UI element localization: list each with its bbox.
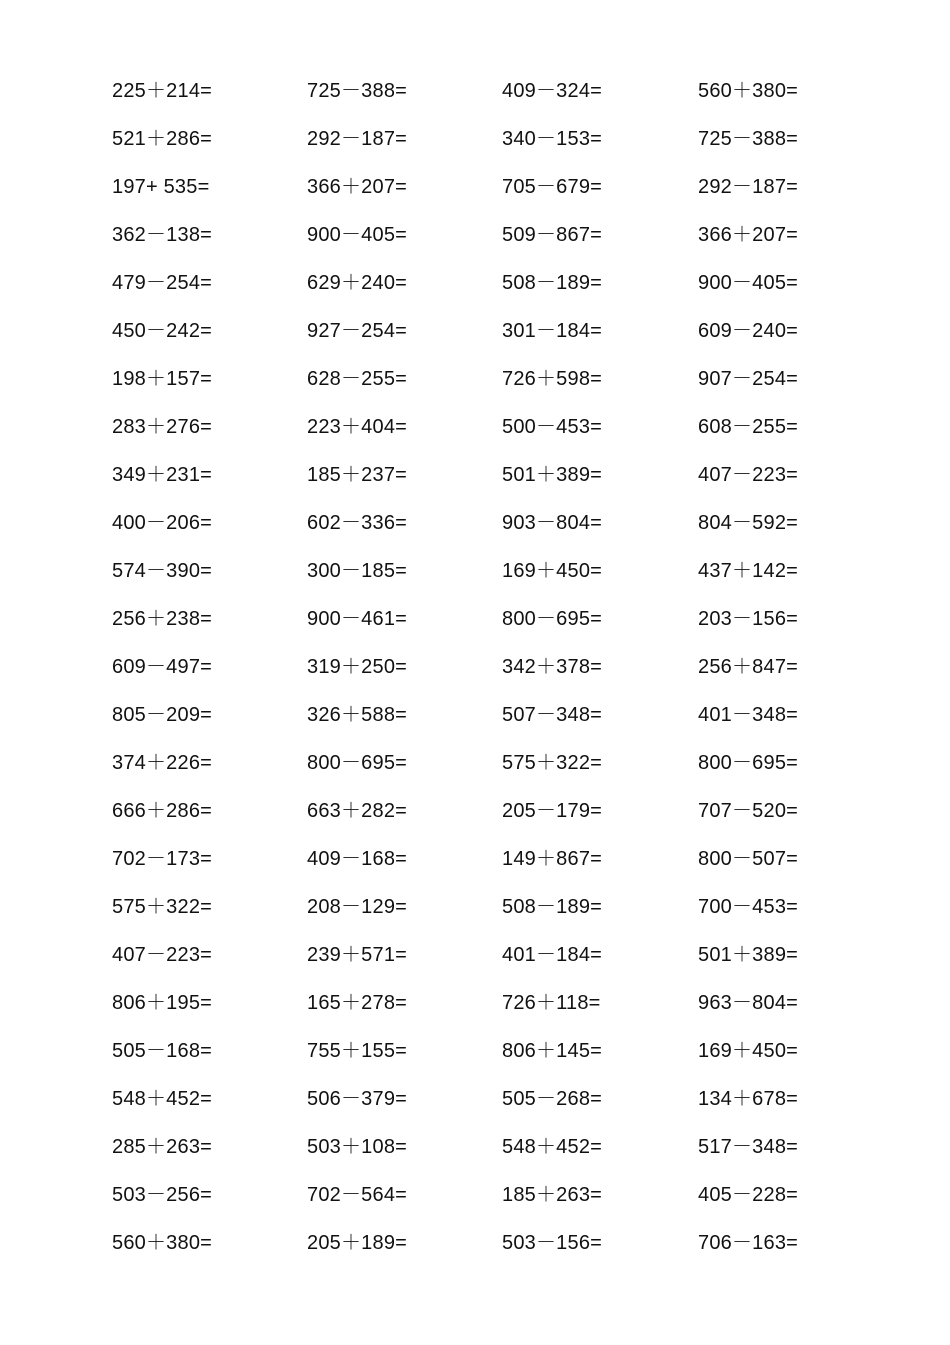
arithmetic-problem: 292－187= — [307, 128, 408, 150]
arithmetic-problem: 401－348= — [698, 704, 799, 726]
arithmetic-problem: 548＋452= — [112, 1088, 213, 1110]
arithmetic-problem: 706－163= — [698, 1232, 799, 1254]
arithmetic-problem: 628－255= — [307, 368, 408, 390]
arithmetic-problem: 283＋276= — [112, 416, 213, 438]
arithmetic-problem: 726＋598= — [502, 368, 603, 390]
arithmetic-problem: 800－695= — [307, 752, 408, 774]
arithmetic-problem: 560＋380= — [698, 80, 799, 102]
arithmetic-problem: 700－453= — [698, 896, 799, 918]
arithmetic-problem: 239＋571= — [307, 944, 408, 966]
arithmetic-problem: 900－405= — [307, 224, 408, 246]
arithmetic-problem: 800－695= — [502, 608, 603, 630]
arithmetic-problem: 602－336= — [307, 512, 408, 534]
arithmetic-problem: 804－592= — [698, 512, 799, 534]
arithmetic-problem: 500－453= — [502, 416, 603, 438]
arithmetic-problem: 927－254= — [307, 320, 408, 342]
arithmetic-problem: 479－254= — [112, 272, 213, 294]
arithmetic-problem: 900－461= — [307, 608, 408, 630]
arithmetic-problem: 134＋678= — [698, 1088, 799, 1110]
arithmetic-problem: 507－348= — [502, 704, 603, 726]
arithmetic-problem: 400－206= — [112, 512, 213, 534]
arithmetic-problem: 285＋263= — [112, 1136, 213, 1158]
arithmetic-problem: 301－184= — [502, 320, 603, 342]
arithmetic-problem: 407－223= — [112, 944, 213, 966]
arithmetic-problem: 366＋207= — [698, 224, 799, 246]
arithmetic-problem: 907－254= — [698, 368, 799, 390]
arithmetic-problem: 407－223= — [698, 464, 799, 486]
arithmetic-problem: 503＋108= — [307, 1136, 408, 1158]
arithmetic-problem: 755＋155= — [307, 1040, 408, 1062]
problem-column-4 — [698, 78, 888, 1278]
arithmetic-problem: 205＋189= — [307, 1232, 408, 1254]
arithmetic-problem: 450－242= — [112, 320, 213, 342]
arithmetic-problem: 608－255= — [698, 416, 799, 438]
arithmetic-problem: 575＋322= — [502, 752, 603, 774]
arithmetic-problem: 223＋404= — [307, 416, 408, 438]
arithmetic-problem: 707－520= — [698, 800, 799, 822]
arithmetic-problem: 505－168= — [112, 1040, 213, 1062]
arithmetic-problem: 609－240= — [698, 320, 799, 342]
arithmetic-problem: 800－695= — [698, 752, 799, 774]
arithmetic-problem: 506－379= — [307, 1088, 408, 1110]
problem-column-1 — [112, 78, 302, 1278]
arithmetic-problem: 508－189= — [502, 272, 603, 294]
arithmetic-problem: 437＋142= — [698, 560, 799, 582]
arithmetic-problem: 800－507= — [698, 848, 799, 870]
arithmetic-problem: 165＋278= — [307, 992, 408, 1014]
arithmetic-problem: 705－679= — [502, 176, 603, 198]
arithmetic-problem: 362－138= — [112, 224, 213, 246]
arithmetic-problem: 702－564= — [307, 1184, 408, 1206]
arithmetic-problem: 629＋240= — [307, 272, 408, 294]
arithmetic-problem: 374＋226= — [112, 752, 213, 774]
arithmetic-problem: 517－348= — [698, 1136, 799, 1158]
arithmetic-problem: 169＋450= — [698, 1040, 799, 1062]
arithmetic-problem: 185＋263= — [502, 1184, 603, 1206]
arithmetic-problem: 149＋867= — [502, 848, 603, 870]
problem-column-2 — [307, 78, 497, 1278]
arithmetic-problem: 340－153= — [502, 128, 603, 150]
arithmetic-problem: 405－228= — [698, 1184, 799, 1206]
arithmetic-problem: 521＋286= — [112, 128, 213, 150]
arithmetic-problem: 169＋450= — [502, 560, 603, 582]
arithmetic-problem: 963－804= — [698, 992, 799, 1014]
arithmetic-problem: 205－179= — [502, 800, 603, 822]
arithmetic-problem: 509－867= — [502, 224, 603, 246]
arithmetic-problem: 725－388= — [307, 80, 408, 102]
arithmetic-problem: 401－184= — [502, 944, 603, 966]
arithmetic-problem: 725－388= — [698, 128, 799, 150]
arithmetic-problem: 560＋380= — [112, 1232, 213, 1254]
arithmetic-problem: 349＋231= — [112, 464, 213, 486]
arithmetic-problem: 503－256= — [112, 1184, 213, 1206]
arithmetic-problem: 197+ 535= — [112, 176, 210, 198]
arithmetic-problem: 548＋452= — [502, 1136, 603, 1158]
arithmetic-problem: 702－173= — [112, 848, 213, 870]
arithmetic-problem: 806＋145= — [502, 1040, 603, 1062]
arithmetic-problem: 203－156= — [698, 608, 799, 630]
arithmetic-problem: 505－268= — [502, 1088, 603, 1110]
arithmetic-problem: 292－187= — [698, 176, 799, 198]
arithmetic-problem: 806＋195= — [112, 992, 213, 1014]
arithmetic-problem: 508－189= — [502, 896, 603, 918]
arithmetic-problem: 409－168= — [307, 848, 408, 870]
arithmetic-problem: 185＋237= — [307, 464, 408, 486]
arithmetic-problem: 409－324= — [502, 80, 603, 102]
arithmetic-problem: 366＋207= — [307, 176, 408, 198]
arithmetic-problem: 342＋378= — [502, 656, 603, 678]
arithmetic-problem: 208－129= — [307, 896, 408, 918]
arithmetic-problem: 501＋389= — [502, 464, 603, 486]
arithmetic-problem: 300－185= — [307, 560, 408, 582]
arithmetic-problem: 574－390= — [112, 560, 213, 582]
arithmetic-problem: 903－804= — [502, 512, 603, 534]
arithmetic-problem: 503－156= — [502, 1232, 603, 1254]
arithmetic-problem: 663＋282= — [307, 800, 408, 822]
arithmetic-problem: 666＋286= — [112, 800, 213, 822]
arithmetic-problem: 900－405= — [698, 272, 799, 294]
arithmetic-problem: 256＋238= — [112, 608, 213, 630]
arithmetic-problem: 609－497= — [112, 656, 213, 678]
arithmetic-problem: 501＋389= — [698, 944, 799, 966]
problem-column-3 — [502, 78, 692, 1278]
arithmetic-problem: 326＋588= — [307, 704, 408, 726]
arithmetic-problem: 726＋118= — [502, 992, 601, 1014]
arithmetic-problem: 198＋157= — [112, 368, 213, 390]
arithmetic-problem: 256＋847= — [698, 656, 799, 678]
arithmetic-problem: 319＋250= — [307, 656, 408, 678]
arithmetic-problem: 575＋322= — [112, 896, 213, 918]
arithmetic-problem: 225＋214= — [112, 80, 213, 102]
arithmetic-problem: 805－209= — [112, 704, 213, 726]
